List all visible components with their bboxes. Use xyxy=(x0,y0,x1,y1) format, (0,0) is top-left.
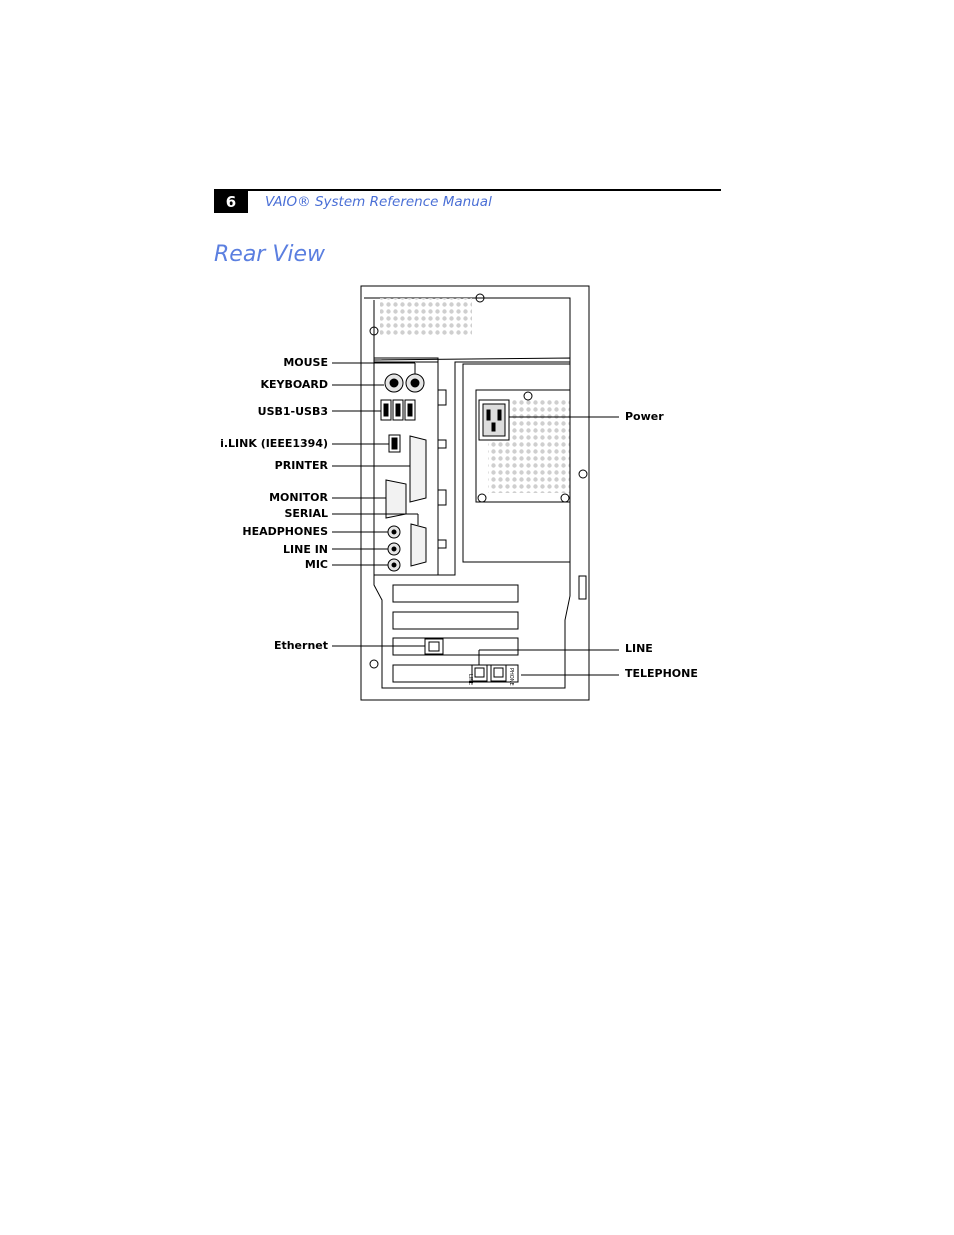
telephone-jack xyxy=(491,665,506,681)
serial-port xyxy=(411,524,426,566)
expansion-slot xyxy=(393,612,518,629)
top-vent xyxy=(380,298,472,336)
screw xyxy=(370,660,378,668)
psu-screw xyxy=(561,494,569,502)
line-jack xyxy=(472,665,487,681)
section-title: Rear View xyxy=(214,242,326,267)
label-telephone: TELEPHONE xyxy=(625,667,698,680)
jack-label-line: LINE xyxy=(467,674,473,686)
running-title: VAIO® System Reference Manual xyxy=(265,194,492,210)
page-number: 6 xyxy=(214,191,248,213)
label-mouse: MOUSE xyxy=(283,356,328,369)
label-usb: USB1-USB3 xyxy=(257,405,328,418)
expansion-slot xyxy=(393,585,518,602)
label-line-in: LINE IN xyxy=(283,543,328,556)
label-mic: MIC xyxy=(304,558,328,571)
screw xyxy=(579,470,587,478)
psu-screw xyxy=(478,494,486,502)
label-ilink: i.LINK (IEEE1394) xyxy=(220,437,328,450)
monitor-port xyxy=(386,480,406,518)
label-keyboard: KEYBOARD xyxy=(260,378,328,391)
label-power: Power xyxy=(625,410,664,423)
jack-label-phone: PHONE xyxy=(508,668,514,686)
printer-port xyxy=(410,436,426,502)
psu-screw xyxy=(524,392,532,400)
ethernet-port xyxy=(425,639,443,654)
label-headphones: HEADPHONES xyxy=(242,525,328,538)
label-printer: PRINTER xyxy=(274,459,328,472)
side-slot xyxy=(579,576,586,599)
label-line: LINE xyxy=(625,642,653,655)
label-ethernet: Ethernet xyxy=(273,639,328,652)
label-monitor: MONITOR xyxy=(269,491,328,504)
label-serial: SERIAL xyxy=(284,507,328,520)
